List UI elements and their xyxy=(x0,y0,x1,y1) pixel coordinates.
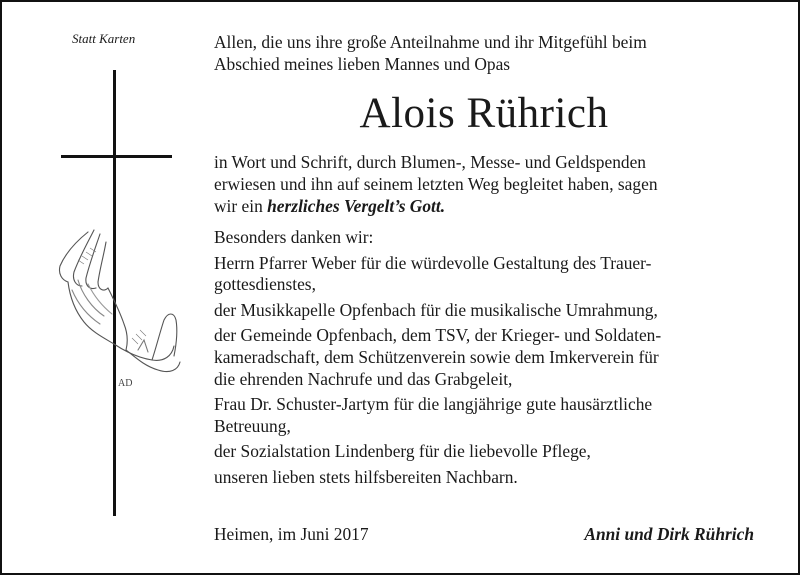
body-block xyxy=(214,151,754,217)
thanks-item-line: Frau Dr. Schuster-Jartym für die langjährige gute hausärztliche xyxy=(214,394,653,415)
body-line-1: in Wort und Schrift, durch Blumen-, Messe- und Geldspenden xyxy=(214,152,647,172)
thanks-heading: Besonders danken wir: xyxy=(214,227,374,247)
thanks-item-line: der Gemeinde Opfenbach, dem TSV, der Krieger- und Soldaten- xyxy=(214,325,662,346)
cross-horizontal-beam xyxy=(61,155,172,158)
thanks-item xyxy=(214,253,754,296)
statt-karten-label: Statt Karten xyxy=(72,31,136,46)
intro-block xyxy=(214,31,754,75)
vergelts-gott-emphasis: herzliches Vergelt’s Gott. xyxy=(267,196,446,216)
thanks-item xyxy=(214,441,754,463)
thanks-item-line: der Musikkapelle Opfenbach für die musikalische Umrahmung, xyxy=(214,299,658,320)
thanks-item-line: die ehrenden Nachrufe und das Grabgeleit, xyxy=(214,368,513,389)
intro-line-1: Allen, die uns ihre große Anteilnahme und ihr Mitgefühl beim xyxy=(214,32,647,52)
thanks-item-line: Herrn Pfarrer Weber für die würdevolle Gestaltung des Trauer- xyxy=(214,252,652,273)
intro-line-2: Abschied meines lieben Mannes und Opas xyxy=(214,54,511,74)
thanks-item xyxy=(214,325,754,390)
thanks-item-line: gottesdienstes, xyxy=(214,274,316,295)
body-line-3 xyxy=(214,195,754,217)
praying-hands-icon xyxy=(48,220,188,390)
thanks-item-line: unseren lieben stets hilfsbereiten Nachbarn. xyxy=(214,466,518,487)
thanks-item xyxy=(214,300,754,322)
thanks-item xyxy=(214,467,754,489)
body-line-2: erwiesen und ihn auf seinem letzten Weg begleitet haben, sagen xyxy=(214,174,658,194)
deceased-name: Alois Rührich xyxy=(359,90,609,137)
thanks-item-line: Betreuung, xyxy=(214,415,291,436)
thanks-block xyxy=(214,227,754,489)
body-line-3-prefix: wir ein xyxy=(214,196,263,216)
place-date: Heimen, im Juni 2017 xyxy=(214,524,369,544)
thanks-item-line: kameradschaft, dem Schützenverein sowie dem Imkerverein für xyxy=(214,346,659,367)
monogram-mark: AD xyxy=(118,378,133,389)
thanks-item xyxy=(214,394,754,437)
thanks-item-line: der Sozialstation Lindenberg für die liebevolle Pflege, xyxy=(214,441,591,462)
signatories: Anni und Dirk Rührich xyxy=(584,524,754,544)
